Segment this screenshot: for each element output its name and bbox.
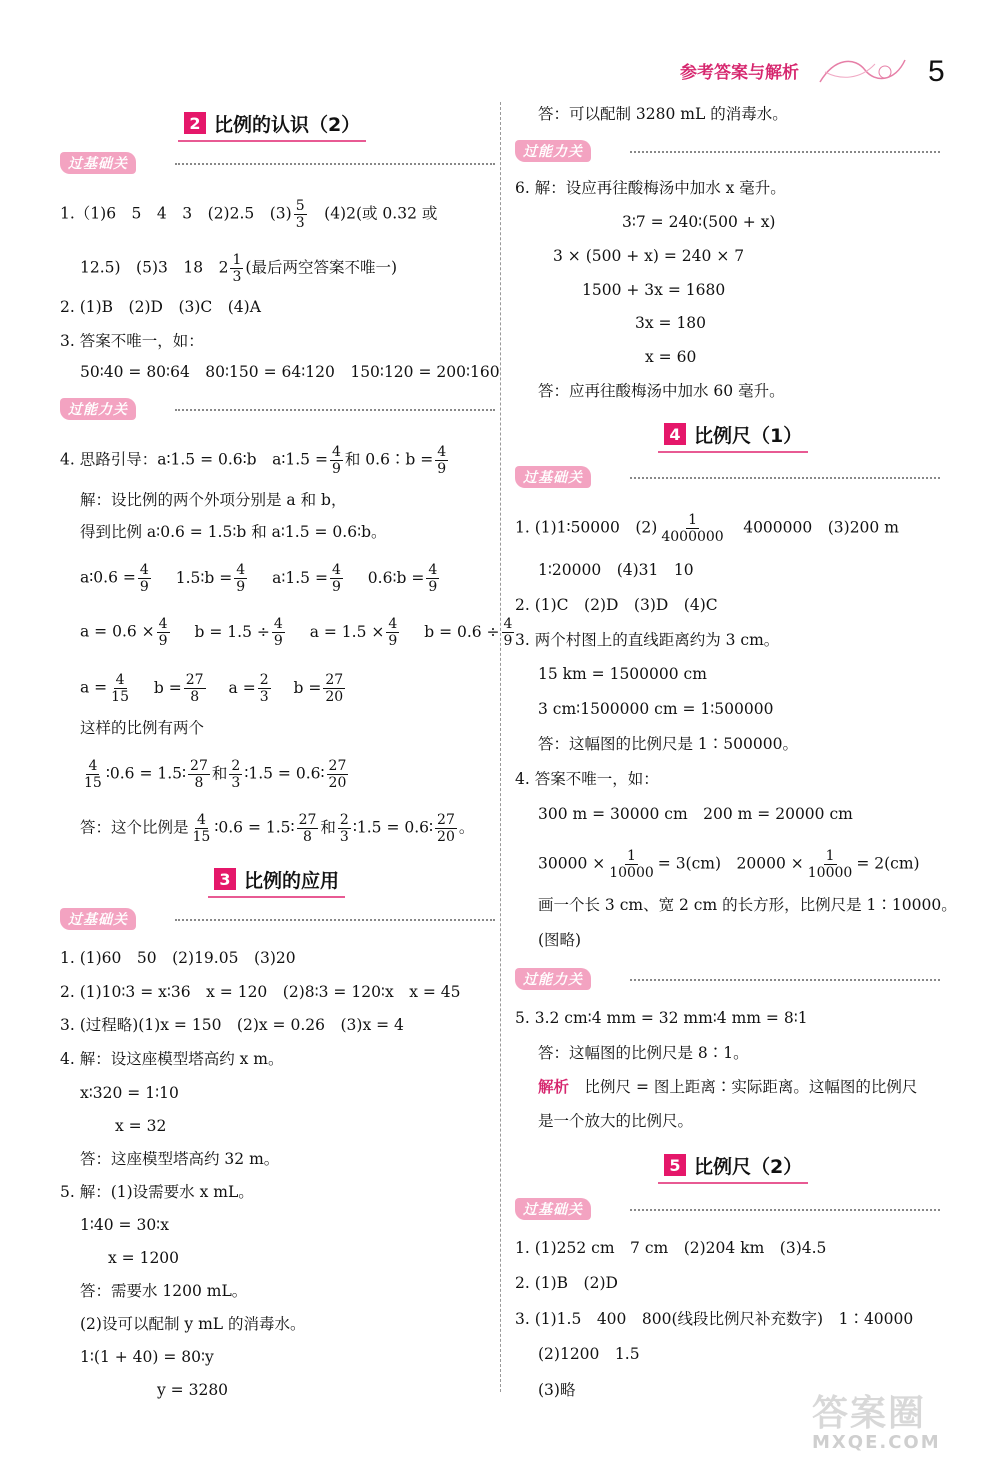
analysis-line: 解析 比例尺 = 图上距离∶实际距离。这幅图的比例尺 — [538, 1078, 918, 1096]
equation-line: 3x = 180 — [635, 314, 707, 332]
answer-line: 5. 解：(1)设需要水 x mL。 — [60, 1183, 254, 1201]
answer-line: 画一个长 3 cm、宽 2 cm 的长方形，比例尺是 1∶10000。 — [538, 896, 957, 914]
answer-line: 答：这幅图的比例尺是 8∶1。 — [538, 1044, 749, 1062]
answer-line: 300 m = 30000 cm 200 m = 20000 cm — [538, 805, 853, 823]
answer-line: y = 3280 — [157, 1381, 229, 1399]
section-title-4 — [658, 419, 808, 453]
dotted-rule — [630, 979, 940, 981]
answer-line: 3 cm∶1500000 cm = 1∶500000 — [538, 700, 774, 718]
answer-line: 3. (1)1.5 400 800(线段比例尺补充数字) 1∶40000 — [515, 1310, 914, 1328]
tag-label: 过基础关 — [60, 908, 136, 930]
tag-label: 过能力关 — [60, 398, 136, 420]
analysis-label: 解析 — [538, 1078, 570, 1096]
answer-line: 1. (1)60 50 (2)19.05 (3)20 — [60, 949, 296, 967]
answer-line: 4. 解：设这座模型塔高约 x m。 — [60, 1050, 284, 1068]
answer-line: 6. 解：设应再往酸梅汤中加水 x 毫升。 — [515, 179, 786, 197]
answer-line: 1∶40 = 30∶x — [80, 1216, 169, 1234]
section-heading: 比例的应用 — [244, 869, 340, 892]
answer-line: 4. 答案不唯一，如： — [515, 770, 659, 788]
tag-basic — [60, 152, 136, 174]
answer-line: 答：应再往酸梅汤中加水 60 毫升。 — [538, 382, 785, 400]
section-number: 5 — [664, 1154, 686, 1176]
answer-line: 答：这个比例是 $\frac{4}{15}$ ∶0.6 = 1.5∶ $\frac{27}{8}$ 和 $\frac{2}{3}$ ∶1.5 = 0.6∶ $\frac{27}{20}$ 。 — [80, 812, 475, 845]
answer-line: 5. 3.2 cm∶4 mm = 32 mm∶4 mm = 8∶1 — [515, 1009, 808, 1027]
answer-line: 2. (1)10∶3 = x∶36 x = 120 (2)8∶3 = 120∶x x = 45 — [60, 983, 461, 1001]
column-divider — [500, 102, 501, 1392]
section-title-5 — [658, 1150, 808, 1184]
answer-line: 1.（1)6 5 4 3 (2)2.5 (3) $\frac{5}{3}$ (4)2(或 0.32 或 — [60, 198, 438, 231]
answer-line: 2. (1)B (2)D (3)C (4)A — [60, 298, 261, 316]
section-number: 4 — [664, 423, 686, 445]
answer-line: (3)略 — [538, 1381, 576, 1399]
header-title: 参考答案与解析 — [680, 63, 799, 83]
tag-ability — [515, 140, 591, 162]
answer-line: 2. (1)C (2)D (3)D (4)C — [515, 596, 718, 614]
answer-line: 解：设比例的两个外项分别是 a 和 b， — [80, 491, 347, 509]
answer-line: 答：需要水 1200 mL。 — [80, 1282, 248, 1300]
answer-line: 1. (1)252 cm 7 cm (2)204 km (3)4.5 — [515, 1239, 827, 1257]
answer-line: x = 1200 — [108, 1249, 180, 1267]
answer-line: (2)设可以配制 y mL 的消毒水。 — [80, 1315, 306, 1333]
answer-line: 3. 答案不唯一，如： — [60, 332, 204, 350]
watermark-logo: 答案圈 MXQE.COM — [812, 1393, 941, 1453]
equation-line: 30000 × $\frac{1}{10000}$ = 3(cm) 20000 × $\frac{1}{10000}$ = 2(cm) — [538, 848, 920, 881]
equation-line: a∶0.6 = $\frac{4}{9}$ 1.5∶b = $\frac{4}{9}$ a∶1.5 = $\frac{4}{9}$ 0.6∶b = $\frac{4}{9}$ — [80, 562, 438, 595]
analysis-line: 是一个放大的比例尺。 — [538, 1112, 694, 1130]
equation-line: 3∶7 = 240∶(500 + x) — [622, 213, 776, 231]
tag-ability — [515, 968, 591, 990]
dotted-rule — [175, 409, 495, 411]
tag-basic — [60, 908, 136, 930]
dotted-rule — [175, 163, 495, 165]
section-heading: 比例的认识（2） — [214, 113, 361, 136]
answer-line: 50∶40 = 80∶64 80∶150 = 64∶120 150∶120 = 200∶160 — [80, 363, 500, 381]
tag-label: 过基础关 — [515, 466, 591, 488]
section-heading: 比例尺（1） — [694, 424, 803, 447]
section-number: 2 — [184, 112, 206, 134]
equation-line: 1500 + 3x = 1680 — [582, 281, 726, 299]
equation-line: 3 × (500 + x) = 240 × 7 — [553, 247, 745, 265]
answer-line: 1. (1)1∶50000 (2) $\frac{1}{4000000}$ 4000000 (3)200 m — [515, 512, 899, 545]
answer-line: 2. (1)B (2)D — [515, 1274, 618, 1292]
equation-line: $\frac{4}{15}$ ∶0.6 = 1.5∶ $\frac{27}{8}$ 和 $\frac{2}{3}$ ∶1.5 = 0.6∶ $\frac{27}{20}$ — [84, 758, 347, 791]
decorative-swirl-icon — [815, 52, 910, 88]
answer-line: 答：这幅图的比例尺是 1∶500000。 — [538, 735, 798, 753]
answer-line: 3. (过程略)(1)x = 150 (2)x = 0.26 (3)x = 4 — [60, 1016, 404, 1034]
tag-label: 过基础关 — [60, 152, 136, 174]
page-number: 5 — [928, 55, 945, 88]
dotted-rule — [630, 151, 940, 153]
tag-ability — [60, 398, 136, 420]
tag-label: 过基础关 — [515, 1198, 591, 1220]
answer-line: 3. 两个村图上的直线距离约为 3 cm。 — [515, 631, 780, 649]
answer-line: (2)1200 1.5 — [538, 1345, 640, 1363]
section-heading: 比例尺（2） — [694, 1155, 803, 1178]
dotted-rule — [630, 477, 940, 479]
answer-line: 答：可以配制 3280 mL 的消毒水。 — [538, 105, 788, 123]
answer-line: x = 32 — [115, 1117, 167, 1135]
dotted-rule — [630, 1209, 940, 1211]
answer-line: 4. 思路引导：a∶1.5 = 0.6∶b a∶1.5 = $\frac{4}{9}$ 和 0.6∶b = $\frac{4}{9}$ — [60, 444, 447, 477]
tag-label: 过能力关 — [515, 968, 591, 990]
answer-line: 得到比例 a∶0.6 = 1.5∶b 和 a∶1.5 = 0.6∶b。 — [80, 523, 387, 541]
tag-basic — [515, 1198, 591, 1220]
equation-line: a = 0.6 × $\frac{4}{9}$ b = 1.5 ÷ $\frac{4}{9}$ a = 1.5 × $\frac{4}{9}$ b = 0.6 ÷ $\frac{4}{9}$ — [80, 616, 513, 649]
answer-line: 15 km = 1500000 cm — [538, 665, 707, 683]
answer-line: 这样的比例有两个 — [80, 719, 205, 737]
answer-line: 1∶20000 (4)31 10 — [538, 561, 694, 579]
equation-line: a = $\frac{4}{15}$ b = $\frac{27}{8}$ a = $\frac{2}{3}$ b = $\frac{27}{20}$ — [80, 672, 344, 705]
answer-line: 答：这座模型塔高约 32 m。 — [80, 1150, 280, 1168]
answer-line: 12.5) (5)3 18 2 $\frac{1}{3}$ (最后两空答案不唯一) — [80, 252, 397, 285]
answer-line: x∶320 = 1∶10 — [80, 1084, 179, 1102]
dotted-rule — [175, 919, 495, 921]
section-title-3 — [208, 864, 345, 898]
tag-basic — [515, 466, 591, 488]
answer-line: (图略) — [538, 931, 582, 949]
answer-line: 1∶(1 + 40) = 80∶y — [80, 1348, 214, 1366]
section-title-2 — [178, 108, 366, 142]
section-number: 3 — [214, 868, 236, 890]
equation-line: x = 60 — [645, 348, 697, 366]
tag-label: 过能力关 — [515, 140, 591, 162]
